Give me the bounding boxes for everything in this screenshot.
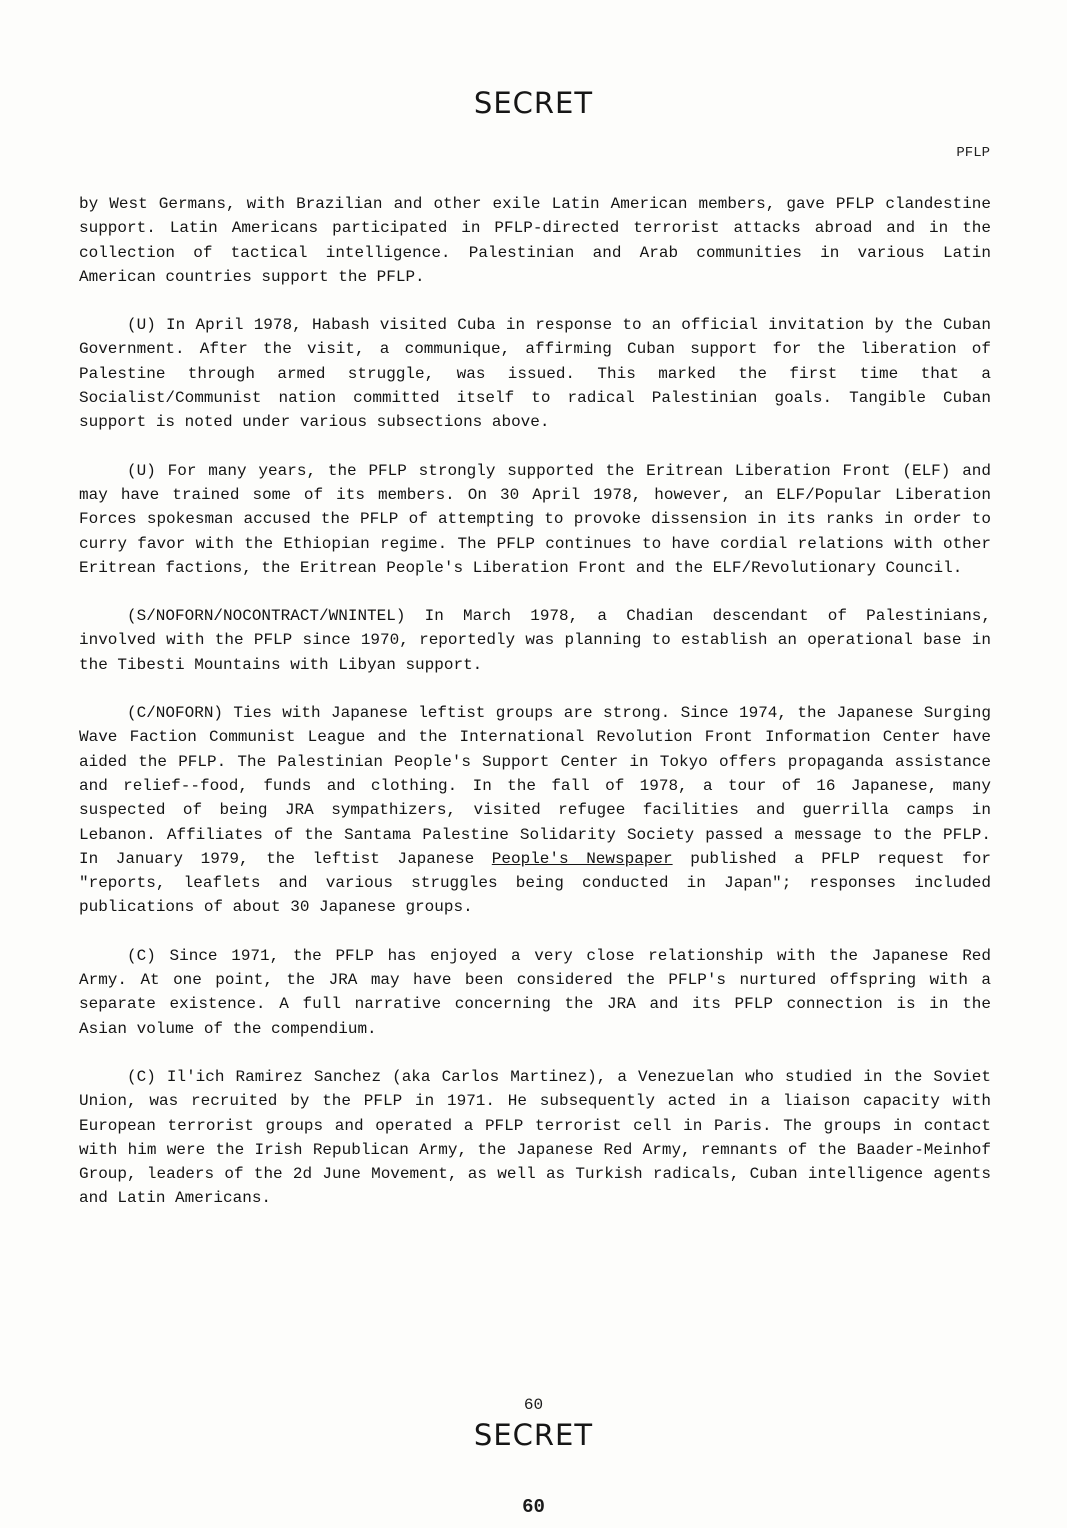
paragraph-japanese-groups-part-2: published a PFLP request for "reports, leaflets and various struggles being conducted in Japan"; responses included publications of about 30 Japanese groups. (79, 849, 992, 917)
scan-page-number: 60 (522, 1496, 545, 1518)
paragraph-japanese-groups-part-1: (C/NOFORN) Ties with Japanese leftist groups are strong. Since 1974, the Japanese Surging Wave Faction Communist League and the International Revolution Front Information Center have aided the PFLP. The Palestinian People's Support Center in Tokyo offers propaganda assistance and relief--food, funds and clothing. In the fall of 1978, a tour of 16 Japanese, many suspected of being JRA sympathizers, visited refugee facilities and guerrilla camps in Lebanon. Affiliates of the Santama Palestine Solidarity Society passed a message to the PFLP. In January 1979, the leftist Japanese (79, 704, 991, 868)
bottom-classification-marking: SECRET (473, 1418, 594, 1452)
peoples-newspaper-title: People's Newspaper (491, 849, 673, 868)
running-head: PFLP (956, 145, 990, 161)
paragraph-eritrean-liberation-front: (U) For many years, the PFLP strongly supported the Eritrean Liberation Front (ELF) and may have trained some of its members. On 30 April 1978, however, an ELF/Popular Liberation Forces spokesman accused the PFLP of attempting to provoke dissension in its ranks in order to curry favor with the Ethiopian regime. The PFLP continues to have cordial relations with other Eritrean factions, the Eritrean People's Liberation Front and the ELF/Revolutionary Council. (79, 461, 991, 577)
paragraph-japanese-groups (79, 701, 991, 920)
paragraph-ramirez-sanchez: (C) Il'ich Ramirez Sanchez (aka Carlos Martinez), a Venezuelan who studied in the Soviet Union, was recruited by the PFLP in 1971. He subsequently acted in a liaison capacity with European terrorist groups and operated a PFLP terrorist cell in Paris. The groups in contact with him were the Irish Republican Army, the Japanese Red Army, remnants of the Baader-Meinhof Group, leaders of the 2d June Movement, as well as Turkish radicals, Cuban intelligence agents and Latin Americans. (79, 1067, 991, 1208)
paragraph-japanese-red-army: (C) Since 1971, the PFLP has enjoyed a very close relationship with the Japanese Red Army. At one point, the JRA may have been considered the PFLP's nurtured offspring with a separate existence. A full narrative concerning the JRA and its PFLP connection is in the Asian volume of the compendium. (79, 946, 991, 1038)
paragraph-cuba-visit: (U) In April 1978, Habash visited Cuba in response to an official invitation by the Cuban Government. After the visit, a communique, affirming Cuban support for the liberation of Palestine through armed struggle, was issued. This marked the first time that a Socialist/Communist nation committed itself to radical Palestinian goals. Tangible Cuban support is noted under various subsections above. (79, 316, 991, 432)
paragraph-latin-america-support: by West Germans, with Brazilian and other exile Latin American members, gave PFLP clandestine support. Latin Americans participated in PFLP-directed terrorist attacks abroad and in the collection of tactical intelligence. Palestinian and Arab communities in various Latin American countries support the PFLP. (79, 195, 991, 286)
page-number: 60 (523, 1396, 544, 1414)
top-classification-marking: SECRET (473, 86, 594, 120)
paragraph-chadian-base: (S/NOFORN/NOCONTRACT/WNINTEL) In March 1978, a Chadian descendant of Palestinians, involved with the PFLP since 1970, reportedly was planning to establish an operational base in the Tibesti Mountains with Libyan support. (79, 607, 991, 674)
body-text (79, 192, 991, 1235)
